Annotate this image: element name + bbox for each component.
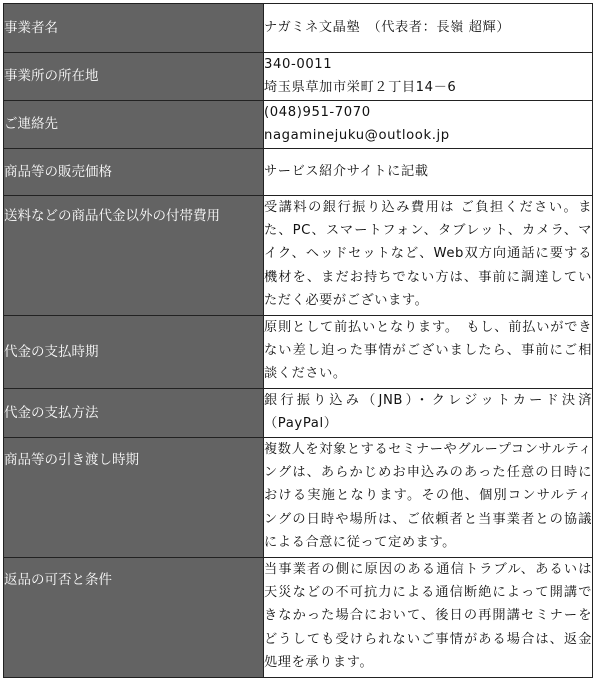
row-value: 銀行振り込み（JNB）・クレジットカード決済（PayPal） (264, 393, 592, 432)
row-label: 送料などの商品代金以外の付帯費用 (4, 208, 220, 224)
row-label: 商品等の引き渡し時期 (4, 452, 139, 468)
row-value: ナガミネ文晶塾 （代表者：長嶺 超輝） (264, 20, 511, 36)
row-value: 受講料の銀行振り込み費用は ご負担ください。また、PC、スマートフォン、タブレット、カメラ、マイク、ヘッドセットなど、Web双方向通話に要する機材を、まだお持ちでない方は、事前に調達していただく必要がございます。 (264, 200, 592, 308)
label-cell (4, 438, 264, 558)
value-cell (264, 316, 593, 389)
table-row (4, 53, 593, 101)
table-row (4, 389, 593, 438)
phone-number: (048)951-7070 (264, 105, 371, 120)
label-cell (4, 558, 264, 678)
table-row (4, 438, 593, 558)
value-cell (264, 4, 593, 53)
table-row (4, 101, 593, 149)
row-label: ご連絡先 (4, 116, 58, 132)
postal-code: 340-0011 (264, 57, 333, 72)
table-row (4, 316, 593, 389)
label-cell (4, 4, 264, 53)
row-label: 代金の支払方法 (4, 404, 99, 421)
label-cell (4, 53, 264, 101)
value-cell (264, 438, 593, 558)
row-value: 原則として前払いとなります。 もし、前払いができない差し迫った事情がございましたら、事前にご相談ください。 (264, 320, 592, 382)
label-cell (4, 196, 264, 316)
row-label: 事業所の所在地 (4, 68, 99, 84)
table-row (4, 4, 593, 53)
email-address: nagaminejuku@outlook.jp (264, 128, 450, 143)
row-label: 事業者名 (4, 19, 58, 36)
label-cell (4, 149, 264, 196)
row-label: 返品の可否と条件 (4, 572, 112, 588)
table-row (4, 558, 593, 678)
row-label: 商品等の販売価格 (4, 163, 112, 180)
row-value: サービス紹介サイトに記載 (264, 164, 429, 180)
row-label: 代金の支払時期 (4, 343, 99, 360)
value-cell (264, 53, 593, 101)
business-info-table (3, 3, 593, 678)
label-cell (4, 389, 264, 438)
value-cell (264, 149, 593, 196)
row-value: 当事業者の側に原因のある通信トラブル、あるいは天災などの不可抗力による通信断絶によって開講できなかった場合において、後日の再開講セミナーをどうしても受けられないご事情がある場合は、返金処理を承ります。 (264, 562, 592, 670)
row-value: 複数人を対象とするセミナーやグループコンサルティングは、あらかじめお申込みのあった任意の日時における実施となります。その他、個別コンサルティングの日時や場所は、ご依頼者と当事業者との協議による合意に従って定めます。 (264, 442, 592, 550)
value-cell (264, 101, 593, 149)
label-cell (4, 101, 264, 149)
table-row (4, 149, 593, 196)
value-cell (264, 196, 593, 316)
address: 埼玉県草加市栄町２丁目14－6 (264, 80, 457, 95)
table-row (4, 196, 593, 316)
label-cell (4, 316, 264, 389)
value-cell (264, 389, 593, 438)
value-cell (264, 558, 593, 678)
